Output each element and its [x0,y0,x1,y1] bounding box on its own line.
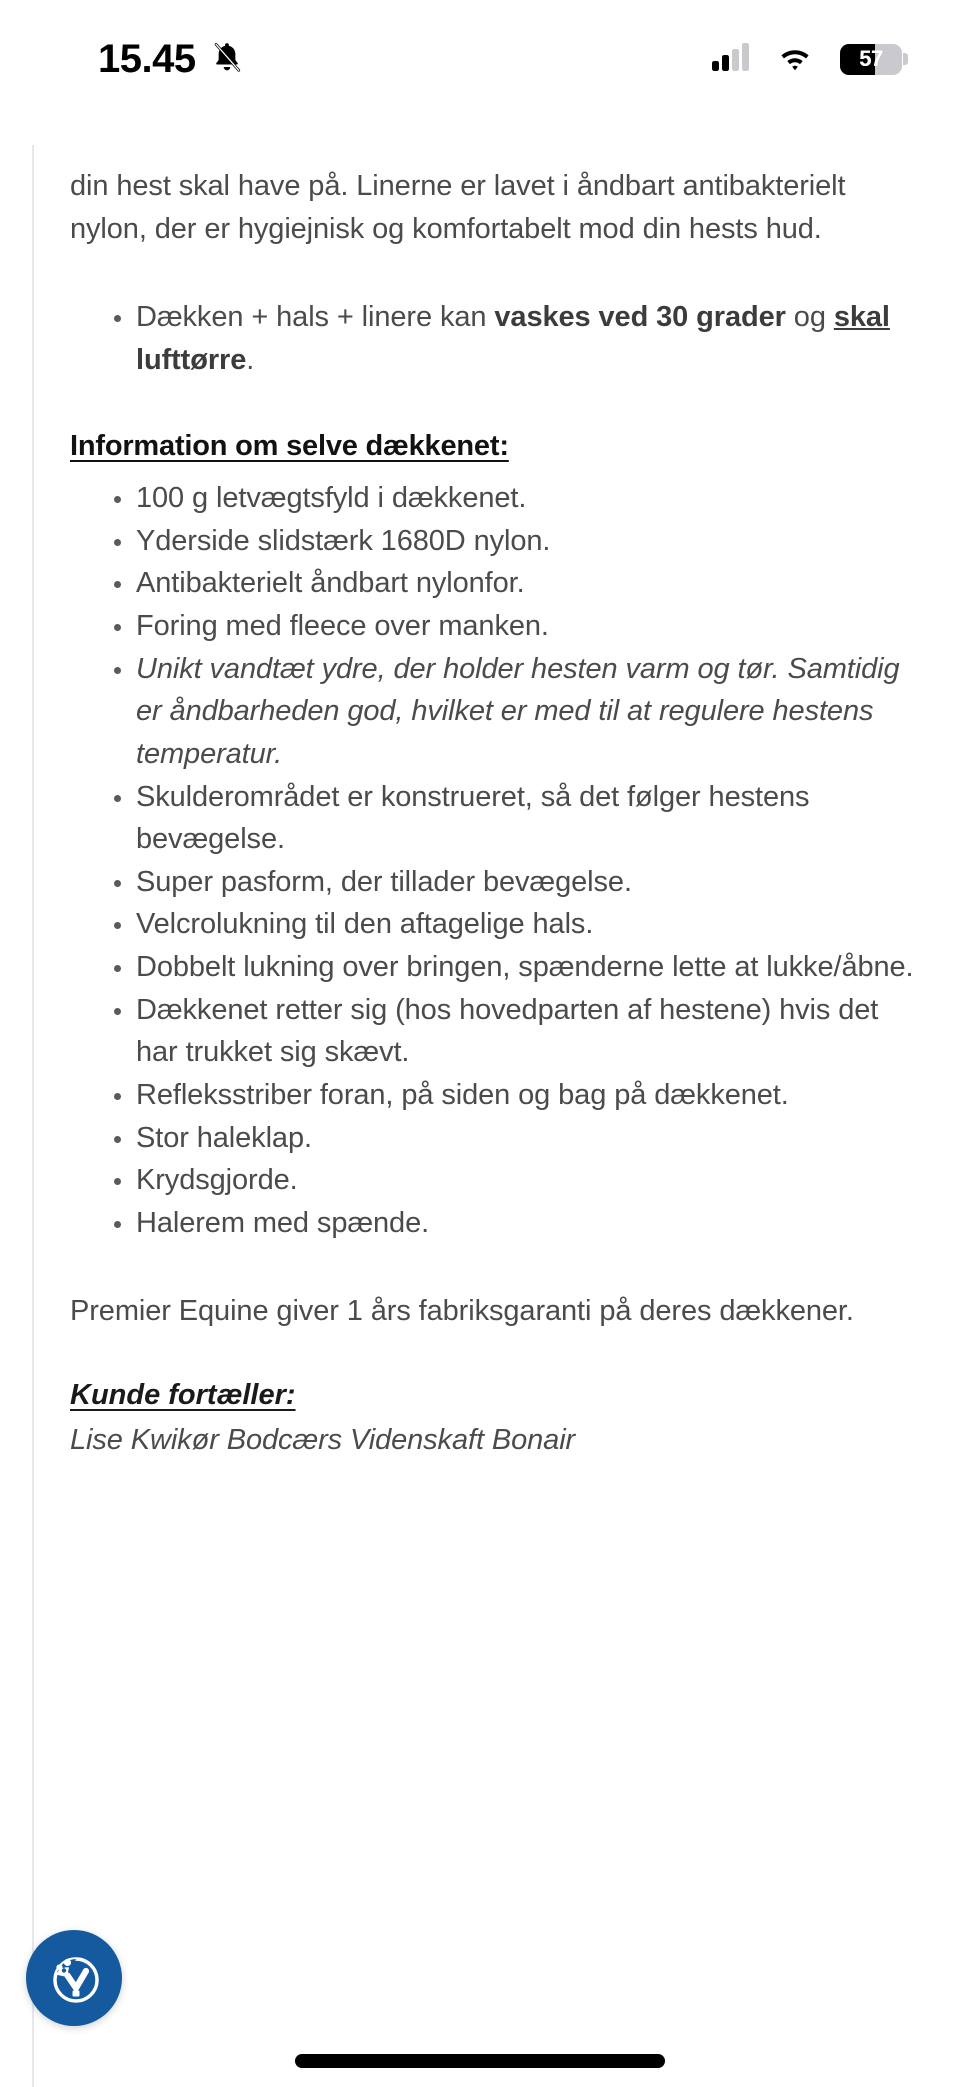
bell-muted-icon [210,40,244,79]
specification-item [70,946,920,989]
specification-item-label: Dobbelt lukning over bringen, spænderne lette at lukke/åbne. [136,951,914,984]
specification-item-label: Velcrolukning til den aftagelige hals. [136,908,594,941]
specification-item [70,861,920,904]
specification-item-label: Krydsgjorde. [136,1164,298,1197]
specification-list [70,477,920,1244]
battery-percent-label: 57 [859,46,883,71]
product-description-card [32,145,960,2087]
section-heading-wrap [70,428,920,466]
specification-item [70,989,920,1074]
specification-item-label: Refleksstriber foran, på siden og bag på dækkenet. [136,1078,789,1111]
customer-heading-wrap [70,1379,920,1412]
wash-text-bold2: lufttørre [136,343,247,376]
trust-badge-glyph [43,1947,105,2009]
specification-item-label: Skulderområdet er konstrueret, så det følger hestens bevægelse. [136,780,810,856]
status-bar-clock: 15.45 [98,37,196,81]
wash-instruction-item [70,296,920,381]
wash-text-part1: Dækken + hals + linere kan [136,301,495,334]
battery-icon [840,44,902,75]
specification-item-label: Stor haleklap. [136,1121,312,1154]
specification-item-label: Dækkenet retter sig (hos hovedparten af hestene) hvis det har trukket sig skævt. [136,993,879,1069]
wash-text-bold1: vaskes ved 30 grader [494,301,786,334]
status-bar [0,0,960,118]
specification-item [70,1159,920,1202]
specification-item-label: Foring med fleece over manken. [136,610,549,643]
specification-item [70,648,920,776]
customer-subline: Lise Kwikør Bodcærs Videnskaft Bonair [70,1424,576,1457]
customer-heading: Kunde fortæller: [70,1379,296,1412]
specification-item [70,776,920,861]
specification-item-label: 100 g letvægtsfyld i dækkenet. [136,482,527,515]
battery-cap [903,53,908,65]
specification-item-label: Antibakterielt åndbart nylonfor. [136,567,525,600]
specification-item-label: Unikt vandtæt ydre, der holder hesten varm og tør. Samtidig er åndbarheden god, hvilket er med til at regulere hestens temperatur. [136,652,900,770]
wash-text-part2: og [785,301,834,334]
status-bar-left [98,39,244,79]
cellular-signal-icon [712,43,750,76]
wifi-icon [776,43,814,76]
intro-paragraph: din hest skal have på. Linerne er lavet i åndbart antibakterielt nylon, der er hygiejnisk og komfortabelt mod din hests hud. [70,170,846,245]
wash-instruction-list [70,296,920,381]
wash-text-part3: . [246,343,255,376]
specification-item [70,562,920,605]
trust-check-badge-icon[interactable] [26,1930,122,2026]
status-bar-right [712,43,902,76]
specification-item [70,903,920,946]
wash-text-bold-underline: skal [833,301,890,334]
specification-item [70,605,920,648]
home-indicator [295,2054,665,2068]
specification-item-label: Halerem med spænde. [136,1206,430,1239]
specification-item [70,520,920,563]
specification-item-label: Super pasform, der tillader bevægelse. [136,865,632,898]
specification-item-label: Yderside slidstærk 1680D nylon. [136,524,551,557]
specification-item [70,1202,920,1245]
section-heading: Information om selve dækkenet: [70,429,509,462]
warranty-paragraph: Premier Equine giver 1 års fabriksgaranti på deres dækkener. [70,1295,854,1328]
specification-item [70,477,920,520]
card-inner [34,145,960,1457]
specification-item [70,1074,920,1117]
specification-item [70,1117,920,1160]
